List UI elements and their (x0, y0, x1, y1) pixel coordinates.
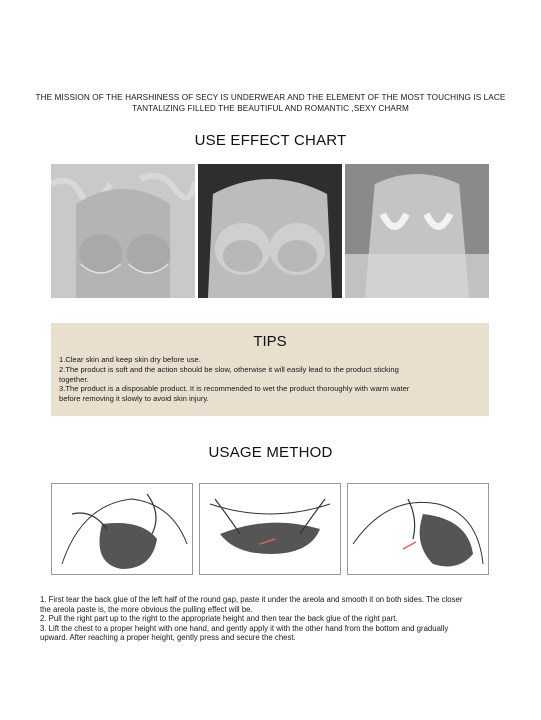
usage-step-line: 3. Lift the chest to a proper height with one hand, and gently apply it with the other hand from the bottom and gradually (40, 623, 449, 633)
intro-line-2: TANTALIZING FILLED THE BEAUTIFUL AND ROMANTIC ,SEXY CHARM (132, 104, 409, 113)
tips-box (51, 323, 489, 416)
intro-text (0, 92, 541, 114)
usage-illustration-1 (51, 483, 193, 575)
usage-illustration-3 (347, 483, 489, 575)
usage-method-title: USAGE METHOD (208, 444, 333, 461)
tips-line: 2.The product is soft and the action should be slow, otherwise it will easily lead to the product sticking (59, 364, 399, 374)
usage-illustration-2 (199, 483, 341, 575)
tips-line: together. (59, 374, 89, 384)
tips-line: before removing it slowly to avoid skin injury. (59, 394, 209, 404)
usage-step-line: upward. After reaching a proper height, gently press and secure the chest. (40, 633, 296, 643)
intro-line-1: THE MISSION OF THE HARSHINESS OF SECY IS UNDERWEAR AND THE ELEMENT OF THE MOST TOUCHING IS LACE (35, 93, 506, 102)
usage-illustration-strip (51, 483, 489, 575)
tips-line: 3.The product is a disposable product. It is recommended to wet the product thoroughly with warm water (59, 384, 410, 394)
usage-step-line: the areola paste is, the more obvious the pulling effect will be. (40, 604, 253, 614)
usage-step-line: 1. First tear the back glue of the left half of the round gap, paste it under the areola and smooth it on both sides. The closer (40, 595, 463, 604)
usage-step-line: 2. Pull the right part up to the right to the appropriate height and then tear the back glue of the right part. (40, 614, 398, 624)
effect-photo-strip (51, 164, 489, 298)
effect-photo-3 (345, 164, 489, 298)
tips-text (59, 355, 481, 404)
effect-photo-1 (51, 164, 195, 298)
usage-steps (40, 595, 505, 643)
tips-title: TIPS (253, 333, 287, 350)
effect-chart-title: USE EFFECT CHART (194, 132, 347, 149)
effect-photo-2 (198, 164, 342, 298)
tips-line: 1.Clear skin and keep skin dry before use. (59, 355, 201, 364)
